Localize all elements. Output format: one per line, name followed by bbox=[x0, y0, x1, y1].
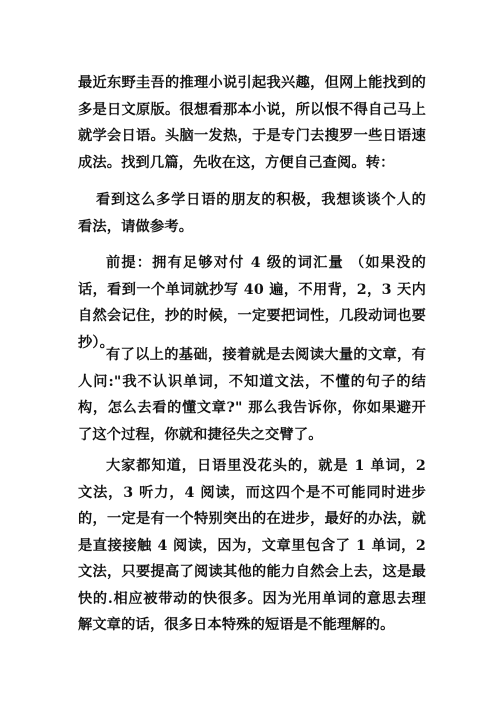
paragraph-opinion: 看到这么多学日语的朋友的积极，我想谈谈个人的看法，请做参考。 bbox=[78, 192, 426, 235]
paragraph-method: 大家都知道，日语里没花头的，就是 1 单词，2 文法，3 听力，4 阅读，而这四个是不可能同时进步的，一定是有一个特别突出的在进步，最好的办法，就是直接接触 4 阅读，因为，文章里包含了 1 单词，2 文法，只要提高了阅读其他的能力自然会上去，这是最快的.相应被带动的快很多。因为光用单词的意思去理解文章的话，很多日本特殊的短语是不能理解的。 bbox=[78, 458, 426, 633]
paragraph-premise: 前提：拥有足够对付 4 级的词汇量 （如果没的话，看到一个单词就抄写 40 遍，不用背，2，3 天内自然会记住，抄的时候，一定要把词性，几段动词也要抄）。 bbox=[78, 255, 426, 351]
paragraph-reading: 有了以上的基础，接着就是去阅读大量的文章，有人问:"我不认识单词，不知道文法，不懂的句子的结构，怎么去看的懂文章?" 那么我告诉你，你如果避开了这个过程，你就和捷径失之交臂了。 bbox=[78, 347, 426, 443]
paragraph-intro: 最近东野圭吾的推理小说引起我兴趣，但网上能找到的多是日文原版。很想看那本小说，所以恨不得自己马上就学会日语。头脑一发热，于是专门去搜罗一些日语速成法。找到几篇，先收在这，方便自己查阅。转： bbox=[78, 75, 426, 171]
